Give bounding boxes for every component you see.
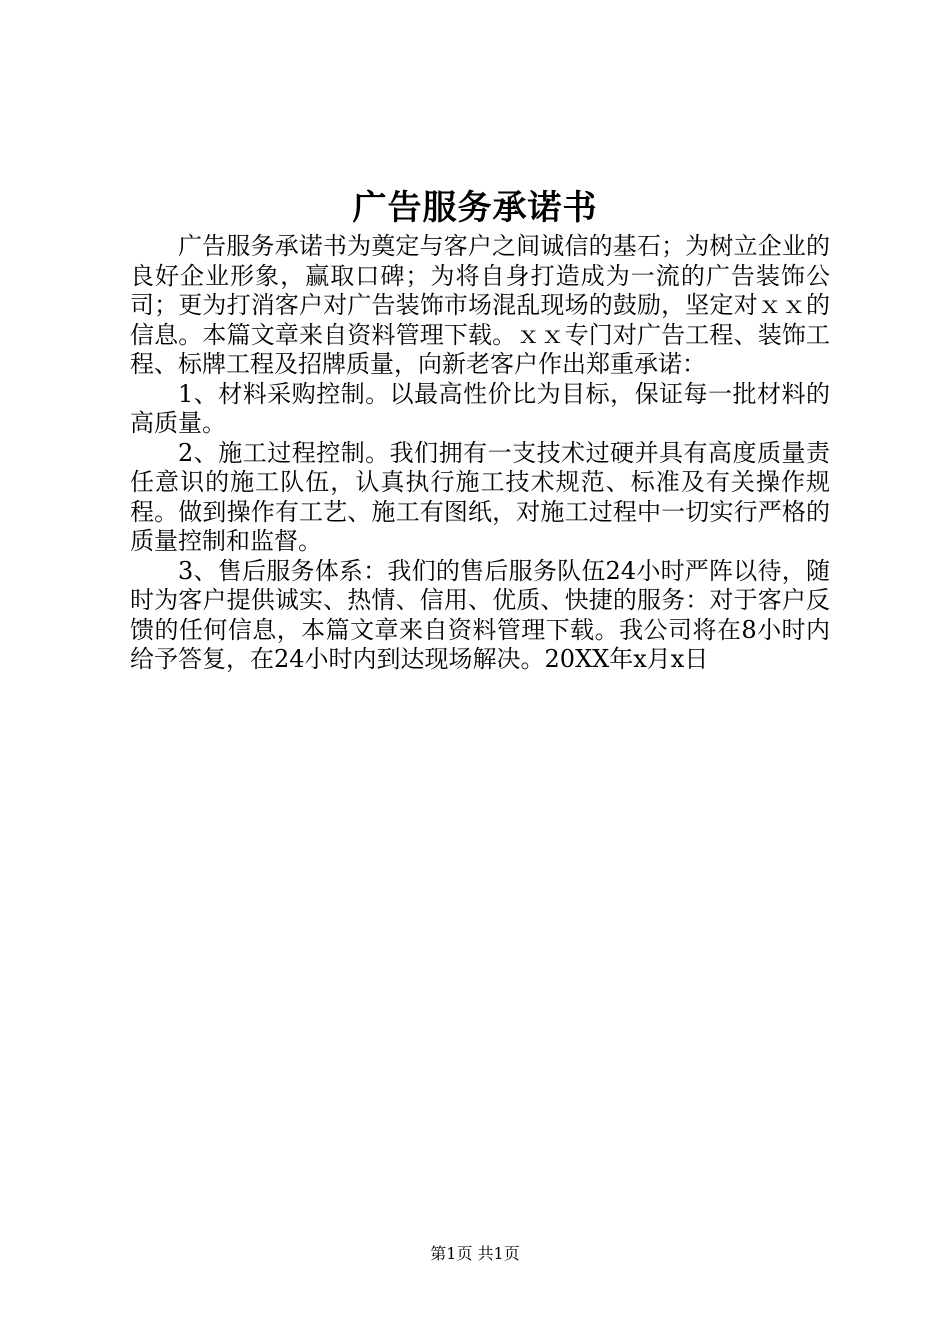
intro-paragraph: 广告服务承诺书为奠定与客户之间诚信的基石；为树立企业的良好企业形象，赢取口碑；为将自身打造成为一流的广告装饰公司；更为打消客户对广告装饰市场混乱现场的鼓励，坚定对ｘｘ的信息。本篇文章来自资料管理下载。ｘｘ专门对广告工程、装饰工程、标牌工程及招牌质量，向新老客户作出郑重承诺： (130, 232, 830, 378)
commitment-item-construction: 2、施工过程控制。我们拥有一支技术过硬并具有高度质量责任意识的施工队伍，认真执行施工技术规范、标准及有关操作规程。做到操作有工艺、施工有图纸，对施工过程中一切实行严格的质量控制和监督。 (130, 438, 830, 555)
document-title: 广告服务承诺书 (352, 188, 598, 228)
commitment-item-after-sales: 3、售后服务体系：我们的售后服务队伍24小时严阵以待，随时为客户提供诚实、热情、信用、优质、快捷的服务：对于客户反馈的任何信息，本篇文章来自资料管理下载。我公司将在8小时内给予答复，在24小时内到达现场解决。20XX年x月x日 (130, 556, 830, 673)
commitment-item-materials: 1、材料采购控制。以最高性价比为目标，保证每一批材料的高质量。 (130, 379, 830, 437)
page-footer: 第1页 共1页 (430, 1244, 520, 1263)
document-body (130, 232, 830, 675)
